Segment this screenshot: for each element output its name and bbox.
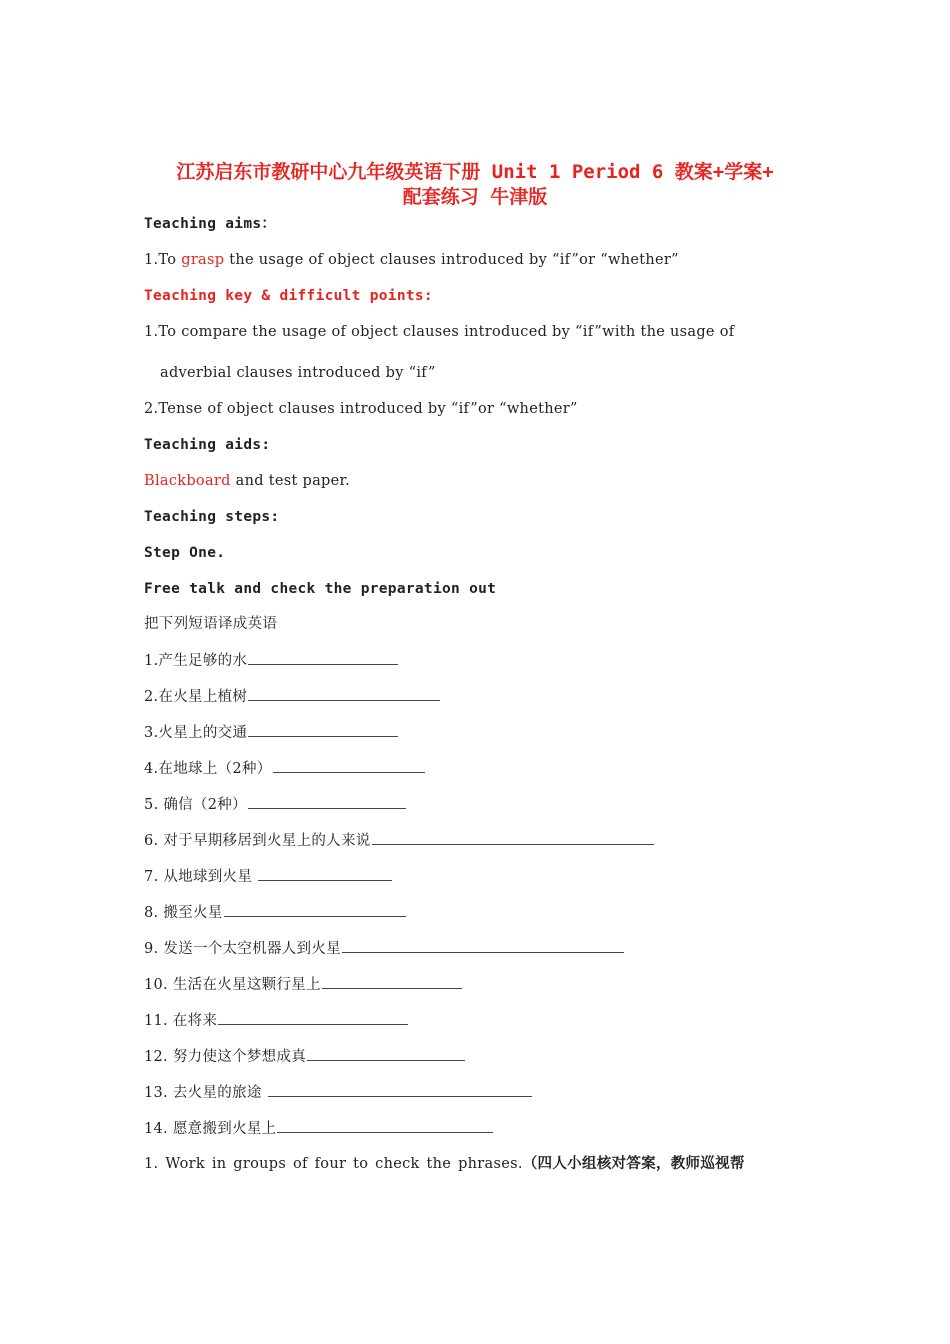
group-work-chinese: （四人小组核对答案，教师巡视帮 bbox=[522, 1155, 745, 1172]
answer-blank[interactable] bbox=[268, 1082, 532, 1097]
answer-blank[interactable] bbox=[277, 1118, 493, 1133]
answer-blank[interactable] bbox=[273, 758, 425, 773]
answer-blank[interactable] bbox=[342, 938, 624, 953]
exercise-item: 6. 对于早期移居到火星上的人来说 bbox=[144, 830, 654, 851]
answer-blank[interactable] bbox=[248, 650, 398, 665]
answer-blank[interactable] bbox=[372, 830, 654, 845]
key-points-heading: Teaching key & difficult points: bbox=[144, 288, 433, 304]
aids-rest: and test paper. bbox=[230, 473, 351, 489]
answer-blank[interactable] bbox=[248, 794, 406, 809]
answer-blank[interactable] bbox=[307, 1046, 465, 1061]
exercise-item: 8. 搬至火星 bbox=[144, 902, 406, 923]
exercise-item: 14. 愿意搬到火星上 bbox=[144, 1118, 493, 1139]
exercise-item: 3.火星上的交通 bbox=[144, 722, 398, 743]
aims-item-prefix: 1.To bbox=[144, 252, 182, 268]
exercise-item: 13. 去火星的旅途 bbox=[144, 1082, 532, 1103]
aids-highlight: Blackboard bbox=[144, 473, 231, 489]
teaching-aims-heading: Teaching aims： bbox=[144, 216, 277, 232]
teaching-aids-heading: Teaching aids: bbox=[144, 437, 271, 453]
aims-item-highlight: grasp bbox=[181, 252, 225, 268]
exercise-item: 2.在火星上植树 bbox=[144, 686, 440, 707]
exercise-item: 1.产生足够的水 bbox=[144, 650, 398, 671]
key-points-item-1-line-2: adverbial clauses introduced by “if” bbox=[160, 365, 436, 381]
exercise-item: 12. 努力使这个梦想成真 bbox=[144, 1046, 465, 1067]
answer-blank[interactable] bbox=[322, 974, 462, 989]
exercise-item: 11. 在将来 bbox=[144, 1010, 408, 1031]
free-talk-heading: Free talk and check the preparation out bbox=[144, 581, 497, 597]
translation-instruction: 把下列短语译成英语 bbox=[144, 616, 278, 632]
exercise-item: 10. 生活在火星这颗行星上 bbox=[144, 974, 462, 995]
document-title-line-1: 江苏启东市教研中心九年级英语下册 Unit 1 Period 6 教案+学案+ bbox=[176, 161, 774, 183]
document-title-line-2: 配套练习 牛津版 bbox=[402, 186, 548, 208]
group-work-text: 1. Work in groups of four to check the phrases. bbox=[144, 1156, 523, 1172]
group-work-instruction bbox=[144, 1154, 745, 1174]
key-points-item-1-line-1: 1.To compare the usage of object clauses introduced by “if”with the usage of bbox=[144, 324, 735, 340]
answer-blank[interactable] bbox=[248, 722, 398, 737]
exercise-item: 9. 发送一个太空机器人到火星 bbox=[144, 938, 624, 959]
teaching-aims-item-1 bbox=[144, 250, 679, 270]
aims-item-rest: the usage of object clauses introduced by “if”or “whether” bbox=[224, 252, 679, 268]
answer-blank[interactable] bbox=[248, 686, 440, 701]
answer-blank[interactable] bbox=[258, 866, 392, 881]
exercise-item: 5. 确信（2种） bbox=[144, 794, 406, 815]
answer-blank[interactable] bbox=[224, 902, 406, 917]
exercise-item: 4.在地球上（2种） bbox=[144, 758, 425, 779]
answer-blank[interactable] bbox=[218, 1010, 408, 1025]
step-one-heading: Step One. bbox=[144, 545, 226, 561]
key-points-item-2: 2.Tense of object clauses introduced by “if”or “whether” bbox=[144, 401, 578, 417]
exercise-item: 7. 从地球到火星 bbox=[144, 866, 392, 887]
teaching-steps-heading: Teaching steps: bbox=[144, 509, 280, 525]
teaching-aids-text bbox=[144, 471, 350, 491]
